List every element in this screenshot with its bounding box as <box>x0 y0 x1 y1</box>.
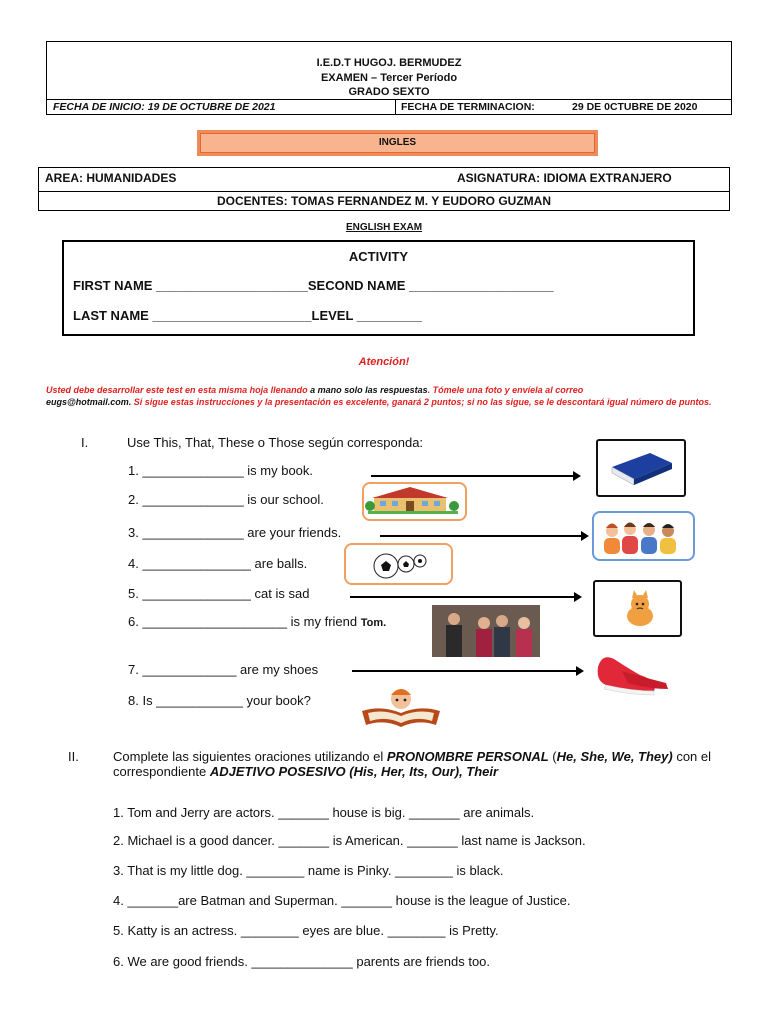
exam-title: ENGLISH EXAM <box>345 222 423 233</box>
shoe-icon <box>592 645 672 703</box>
divider <box>395 100 396 114</box>
s1-item-1: 1. ______________ is my book. <box>128 463 314 478</box>
asignatura-label: ASIGNATURA: IDIOMA EXTRANJERO <box>457 171 672 185</box>
s1-item-2: 2. ______________ is our school. <box>128 492 324 507</box>
instr-part3: . Tómele una foto y envíela al correo <box>427 385 584 395</box>
s2-intro-c: ( <box>548 749 557 764</box>
shoes-image <box>592 645 672 703</box>
end-label: FECHA DE TERMINACION: <box>401 101 535 113</box>
balls-image <box>344 543 453 585</box>
s2-intro-g: , Their <box>459 764 499 779</box>
balls-icon <box>346 545 451 583</box>
s1-item-5: 5. _______________ cat is sad <box>128 586 310 601</box>
instr-email: eugs@hotmail.com. <box>46 397 132 407</box>
instr-part1: Usted debe desarrollar este test en esta misma hoja llenando <box>46 385 311 395</box>
s2-item-5: 5. Katty is an actress. ________ eyes are blue. ________ is Pretty. <box>113 923 499 938</box>
school-image <box>362 482 467 521</box>
section1-numeral: I. <box>81 435 89 450</box>
s2-item-2: 2. Michael is a good dancer. _______ is American. _______ last name is Jackson. <box>113 833 586 848</box>
s1-item-6-name: Tom. <box>360 617 387 629</box>
s1-item-6-text: 6. ____________________ is my friend <box>128 614 361 629</box>
start-date: FECHA DE INICIO: 19 DE OCTUBRE DE 2021 <box>53 101 276 113</box>
school-name: I.E.D.T HUGOJ. BERMUDEZ <box>316 57 462 69</box>
friend-tom-image <box>432 605 540 657</box>
s2-intro-e: con el correspondiente <box>113 749 712 779</box>
school-icon <box>364 484 465 519</box>
arrow-5 <box>350 596 578 598</box>
section2-numeral: II. <box>68 749 79 764</box>
instr-part4: Si sigue estas instrucciones y la presentación es excelente, ganará 2 puntos; si no las sigue, se le descontará igual número de puntos. <box>131 397 712 407</box>
s2-item-1: 1. Tom and Jerry are actors. _______ house is big. _______ are animals. <box>113 805 535 820</box>
cat-icon <box>595 582 680 635</box>
s2-intro-a: Complete las siguientes oraciones utilizando el <box>113 749 387 764</box>
end-date: 29 DE 0CTUBRE DE 2020 <box>572 101 698 113</box>
cat-image <box>593 580 682 637</box>
grade: GRADO SEXTO <box>348 86 430 98</box>
s1-item-6 <box>128 614 386 631</box>
docentes-label: DOCENTES: TOMAS FERNANDEZ M. Y EUDORO GUZMAN <box>39 191 729 212</box>
name-line: FIRST NAME _____________________SECOND NAME ____________________ <box>73 278 554 293</box>
s2-intro-b: PRONOMBRE PERSONAL <box>386 749 549 764</box>
book-icon <box>598 441 684 495</box>
lastname-level-line: LAST NAME ______________________LEVEL _________ <box>73 308 422 323</box>
s2-intro-f: ADJETIVO POSESIVO (His, Her, Its, Our) <box>209 764 460 779</box>
arrow-3 <box>380 535 585 537</box>
section2-intro <box>113 749 733 779</box>
activity-box <box>62 240 695 336</box>
reading-child-image <box>358 683 444 729</box>
subject-label: INGLES <box>200 133 595 153</box>
instr-part2: a mano solo las respuestas <box>310 385 428 395</box>
arrow-1 <box>371 475 577 477</box>
friends-icon <box>594 513 693 559</box>
s1-item-7: 7. _____________ are my shoes <box>128 662 319 677</box>
activity-title: ACTIVITY <box>348 249 409 264</box>
area-box <box>38 167 730 211</box>
s1-item-8: 8. Is ____________ your book? <box>128 693 311 708</box>
instructions <box>46 384 726 408</box>
s2-item-4: 4. _______are Batman and Superman. _______ house is the league of Justice. <box>113 893 571 908</box>
attention-heading: Atención! <box>358 356 410 368</box>
child-reading-icon <box>358 683 444 729</box>
arrow-7 <box>352 670 580 672</box>
section1-title: Use This, That, These o Those según corresponda: <box>127 435 424 450</box>
s2-item-3: 3. That is my little dog. ________ name is Pinky. ________ is black. <box>113 863 504 878</box>
dates-row <box>46 99 732 115</box>
book-image <box>596 439 686 497</box>
friends-image <box>592 511 695 561</box>
people-photo-icon <box>432 605 540 657</box>
subject-banner <box>197 130 598 156</box>
exam-period: EXAMEN – Tercer Período <box>320 72 458 84</box>
s2-intro-d: He, She, We, They) <box>556 749 673 764</box>
area-label: AREA: HUMANIDADES <box>45 171 177 185</box>
s1-item-3: 3. ______________ are your friends. <box>128 525 342 540</box>
s1-item-4: 4. _______________ are balls. <box>128 556 308 571</box>
s2-item-6: 6. We are good friends. ______________ parents are friends too. <box>113 954 491 969</box>
